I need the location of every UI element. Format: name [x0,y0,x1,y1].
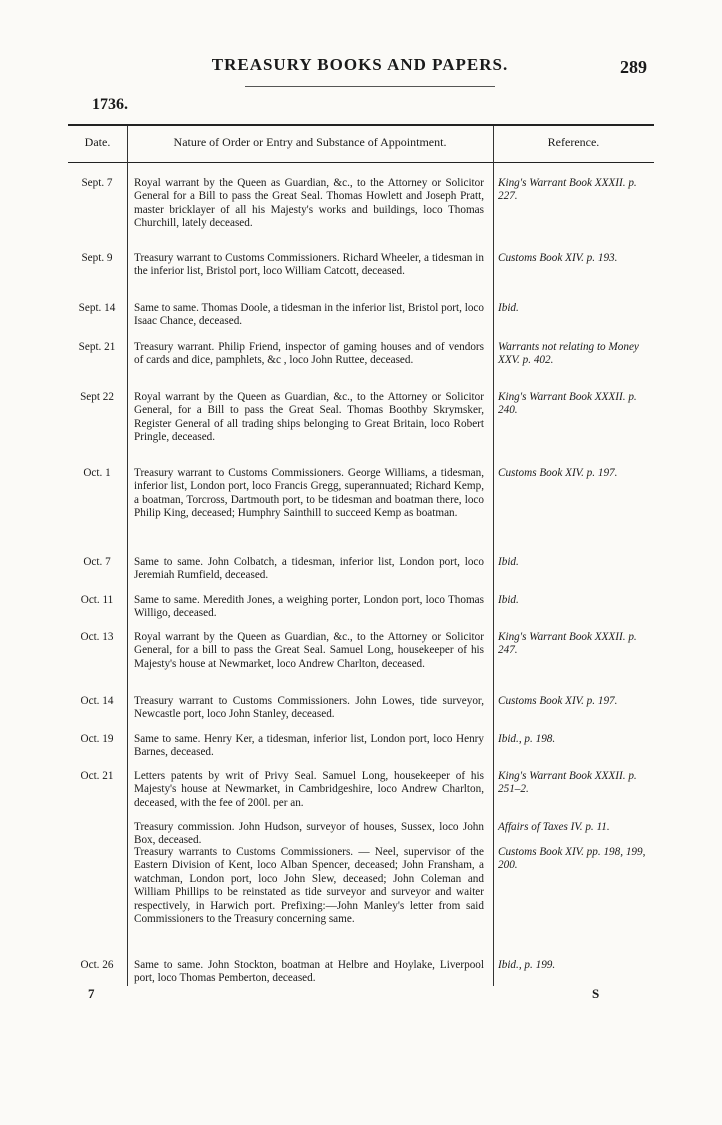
entry-date: Oct. 7 [83,556,111,568]
entry-text: Treasury warrant to Customs Commissioners. John Lowes, tide surveyor, Newcastle port, loco John Stanley, deceased. [134,695,484,721]
entry-text: Royal warrant by the Queen as Guardian, &c., to the Attorney or Solicitor General, for a bill to pass the Great Seal. Samuel Long, housekeeper of his Majesty's house at Newmarket, loco Andrew Charlton, deceased. [134,631,484,670]
column-header-reference: Reference. [547,135,600,149]
table-header-rule [68,162,654,163]
entry-text: Treasury warrants to Customs Commissioners. — Neel, supervisor of the Eastern Division of Kent, loco Alban Spencer, deceased; John Fransham, a watchman, London port, loco John Slew, deceased; John Coleman and William Phillips to be reinstated as tide surveyor and surveyor and waiter respectively, in Harwich port. Prefixing:—John Manley's letter from said Commissioners to the Treasury concerning same. [134,846,484,926]
entry-reference: Customs Book XIV. p. 193. [498,252,618,264]
signature-mark-right: S [592,986,600,1001]
entry-reference: Ibid., p. 198. [498,733,556,745]
entry-reference: Customs Book XIV. pp. 198, 199, 200. [498,846,646,872]
entry-text: Same to same. Meredith Jones, a weighing porter, London port, loco Thomas Willigo, deceased. [134,594,484,620]
head-rule [245,86,495,87]
page-number: 289 [620,57,647,77]
entry-reference: Ibid. [498,302,519,314]
entry-date: Sept. 9 [81,252,113,264]
entry-reference: Ibid. [498,594,519,606]
entry-reference: King's Warrant Book XXXII. p. 251–2. [498,770,637,796]
column-header-date: Date. [84,135,111,149]
entry-reference: Warrants not relating to Money XXV. p. 402. [498,341,639,367]
table-top-rule [68,124,654,126]
entry-text: Same to same. Henry Ker, a tidesman, inferior list, London port, loco Henry Barnes, deceased. [134,733,484,759]
entry-date: Oct. 1 [83,467,111,479]
column-divider-reference [493,126,494,986]
entry-reference: Customs Book XIV. p. 197. [498,467,618,479]
column-divider-date [127,126,128,986]
year-heading: 1736. [92,96,128,113]
running-head [0,55,722,79]
entry-reference: Customs Book XIV. p. 197. [498,695,618,707]
entry-date: Sept. 14 [78,302,116,314]
entry-date: Sept 22 [80,391,114,403]
entry-text: Same to same. John Colbatch, a tidesman, inferior list, London port, loco Jeremiah Rumfield, deceased. [134,556,484,582]
entry-text: Treasury warrant to Customs Commissioners. Richard Wheeler, a tidesman in the inferior list, Bristol port, loco William Catcott, deceased. [134,252,484,278]
entry-date: Sept. 21 [78,341,116,353]
entry-text: Treasury commission. John Hudson, surveyor of houses, Sussex, loco John Box, deceased. [134,821,484,847]
entry-text: Letters patents by writ of Privy Seal. Samuel Long, housekeeper of his Majesty's house at Newmarket, in Cambridgeshire, loco Andrew Charlton, deceased, with the fee of 200l. per an. [134,770,484,809]
entry-date: Oct. 13 [80,631,114,643]
entry-date: Oct. 21 [80,770,114,782]
entry-reference: King's Warrant Book XXXII. p. 240. [498,391,637,417]
entry-reference: King's Warrant Book XXXII. p. 227. [498,177,637,203]
entry-date: Oct. 14 [80,695,114,707]
entry-date: Oct. 19 [80,733,114,745]
entry-reference: Ibid. [498,556,519,568]
running-title: TREASURY BOOKS AND PAPERS. [211,55,509,74]
entry-text: Treasury warrant to Customs Commissioners. George Williams, a tidesman, inferior list, London port, loco Francis Gregg, superannuated; Richard Kemp, a boatman, Torcross, Dartmouth port, to be tidesman and boatman there, loco Philip King, deceased; Humphry Sainthill to succeed Kemp as boatman. [134,467,484,520]
entry-reference: Affairs of Taxes IV. p. 11. [498,821,610,833]
entry-text: Royal warrant by the Queen as Guardian, &c., to the Attorney or Solicitor General, for a Bill to pass the Great Seal. Thomas Boothby Skrymsker, Register General of all trading ships belonging to Great Britain, loco Robert Pringle, deceased. [134,391,484,444]
entry-date: Oct. 26 [80,959,114,971]
entry-text: Same to same. Thomas Doole, a tidesman in the inferior list, Bristol port, loco Isaac Chance, deceased. [134,302,484,328]
entry-reference: King's Warrant Book XXXII. p. 247. [498,631,637,657]
entry-text: Treasury warrant. Philip Friend, inspector of gaming houses and of vendors of cards and dice, pamphlets, &c , loco John Ruttee, deceased. [134,341,484,367]
entry-reference: Ibid., p. 199. [498,959,556,971]
entry-text: Royal warrant by the Queen as Guardian, &c., to the Attorney or Solicitor General for a Bill to pass the Great Seal. Thomas Howlett and Joseph Pratt, master bricklayer of all his Majesty's works and buildings, loco Thomas Churchill, lately deceased. [134,177,484,230]
entry-date: Sept. 7 [81,177,113,189]
column-header-nature: Nature of Order or Entry and Substance of Appointment. [173,135,447,149]
entry-text: Same to same. John Stockton, boatman at Helbre and Hoylake, Liverpool port, loco Thomas Pemberton, deceased. [134,959,484,985]
signature-mark-left: 7 [88,986,95,1001]
entry-date: Oct. 11 [80,594,114,606]
